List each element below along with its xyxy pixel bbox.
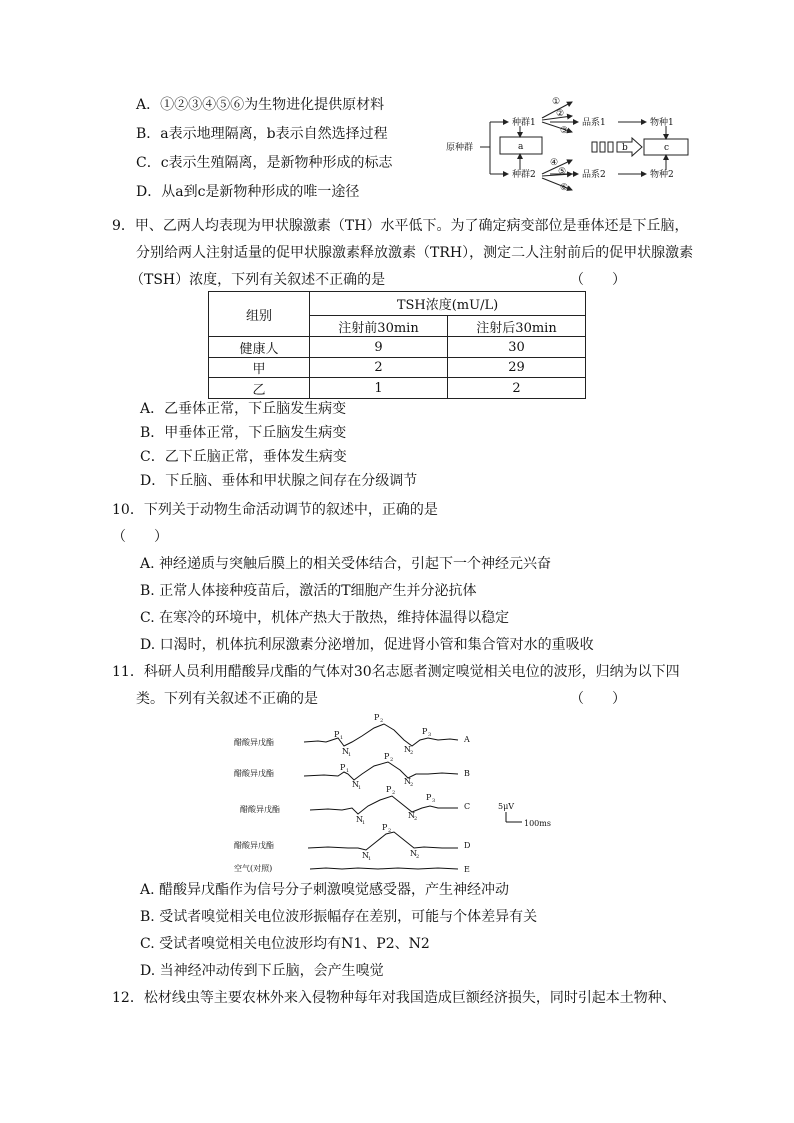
row-after: 2 xyxy=(448,378,586,399)
header-before: 注射前30min xyxy=(310,316,448,337)
table-row xyxy=(209,378,586,399)
trough-subscript: 2 xyxy=(416,854,420,860)
wave-a xyxy=(304,724,458,746)
trough-subscript: 1 xyxy=(358,785,362,791)
olfactory-potential-figure xyxy=(228,708,578,878)
row-label-b: B xyxy=(464,769,470,778)
trough-subscript: 2 xyxy=(414,816,418,822)
q9-stem-line-2: 分别给两人注射适量的促甲状腺激素释放激素（TRH），测定二人注射前后的促甲状腺激素 xyxy=(136,245,694,261)
label-box-a: a xyxy=(518,142,524,152)
stimulus-label-d: 醋酸异戊酯 xyxy=(234,841,274,850)
label-num-6: ⑥ xyxy=(560,183,569,193)
peak-subscript: 1 xyxy=(346,768,350,774)
label-pop2: 种群2 xyxy=(512,170,536,180)
label-num-4: ④ xyxy=(550,158,559,168)
q8-option-d: D．从a到c是新物种形成的唯一途径 xyxy=(136,184,360,200)
trough-label-n: N xyxy=(410,849,417,858)
row-after: 30 xyxy=(448,337,586,358)
q9-option-c: C．乙下丘脑正常，垂体发生病变 xyxy=(140,449,347,465)
q11-option-b: B. 受试者嗅觉相关电位波形振幅存在差别，可能与个体差异有关 xyxy=(140,909,538,925)
label-pop1: 种群1 xyxy=(512,118,536,128)
q10-stem: 10．下列关于动物生命活动调节的叙述中，正确的是 xyxy=(112,502,438,518)
peak-subscript: 2 xyxy=(380,718,384,724)
q8-option-c: C．c表示生殖隔离，是新物种形成的标志 xyxy=(136,155,393,171)
trough-label-n: N xyxy=(404,777,411,786)
wave-c xyxy=(310,796,458,814)
q10-option-d: D. 口渴时，机体抗利尿激素分泌增加，促进肾小管和集合管对水的重吸收 xyxy=(140,637,594,653)
q11-stem-line-2: 类。下列有关叙述不正确的是 xyxy=(136,691,318,707)
q9-option-b: B．甲垂体正常，下丘脑发生病变 xyxy=(140,425,347,441)
q11-option-c: C. 受试者嗅觉相关电位波形均有N1、P2、N2 xyxy=(140,936,430,952)
q9-option-a: A．乙垂体正常，下丘脑发生病变 xyxy=(140,401,347,417)
peak-subscript: 1 xyxy=(340,735,344,741)
peak-subscript: 2 xyxy=(390,757,394,763)
label-species2: 物种2 xyxy=(650,170,674,180)
peak-subscript: 3 xyxy=(432,798,436,804)
label-species1: 物种1 xyxy=(650,118,674,128)
label-strain1: 品系1 xyxy=(582,118,606,128)
trough-label-n: N xyxy=(342,747,349,756)
peak-label-p: P xyxy=(374,713,380,722)
header-after: 注射后30min xyxy=(448,316,586,337)
wave-e xyxy=(310,868,458,869)
header-tsh: TSH浓度(mU/L) xyxy=(310,292,586,316)
table-row xyxy=(209,358,586,378)
label-strain2: 品系2 xyxy=(582,170,606,180)
q10-option-a: A. 神经递质与突触后膜上的相关受体结合，引起下一个神经元兴奋 xyxy=(140,556,552,572)
label-box-b: b xyxy=(622,143,628,153)
peak-label-p: P xyxy=(334,730,340,739)
wave-b xyxy=(304,762,458,780)
peak-label-p: P xyxy=(386,785,392,794)
trough-subscript: 1 xyxy=(368,856,372,862)
row-label-a: A xyxy=(464,735,470,744)
control-label: 空气(对照) xyxy=(234,864,273,873)
q9-stem-line-3: （TSH）浓度，下列有关叙述不正确的是 xyxy=(130,272,386,288)
q11-option-a: A. 醋酸异戊酯作为信号分子刺激嗅觉感受器，产生神经冲动 xyxy=(140,882,510,898)
q9-answer-paren: （ ） xyxy=(570,272,626,288)
trough-label-n: N xyxy=(362,851,369,860)
row-label-d: D xyxy=(464,841,471,850)
tsh-table xyxy=(208,291,586,399)
peak-label-p: P xyxy=(384,752,390,761)
peak-subscript: 3 xyxy=(428,732,432,738)
row-before: 9 xyxy=(310,337,448,358)
scale-time: 100ms xyxy=(524,819,551,828)
label-num-1: ① xyxy=(552,97,561,107)
trough-subscript: 2 xyxy=(410,782,414,788)
row-label-c: C xyxy=(464,802,471,811)
q8-option-a: A．①②③④⑤⑥为生物进化提供原材料 xyxy=(136,97,385,113)
row-after: 29 xyxy=(448,358,586,378)
row-name: 甲 xyxy=(209,358,310,378)
stimulus-label-b: 醋酸异戊酯 xyxy=(234,769,274,778)
peak-subscript: 2 xyxy=(388,828,392,834)
q10-option-b: B. 正常人体接种疫苗后，激活的T细胞产生并分泌抗体 xyxy=(140,583,477,599)
row-label-e: E xyxy=(464,865,470,874)
q9-stem-line-1: 9．甲、乙两人均表现为甲状腺激素（TH）水平低下。为了确定病变部位是垂体还是下丘脑， xyxy=(112,218,689,234)
stimulus-label-c: 醋酸异戊酯 xyxy=(240,805,280,814)
stimulus-label-a: 醋酸异戊酯 xyxy=(234,738,274,747)
trough-label-n: N xyxy=(404,745,411,754)
q8-option-b: B．a表示地理隔离，b表示自然选择过程 xyxy=(136,126,388,142)
row-name: 健康人 xyxy=(209,337,310,358)
q11-stem-line-1: 11．科研人员利用醋酸异戊酯的气体对30名志愿者测定嗅觉相关电位的波形，归纳为以下四 xyxy=(112,664,680,680)
label-num-2: ② xyxy=(556,109,565,119)
trough-label-n: N xyxy=(408,811,415,820)
q10-option-c: C. 在寒冷的环境中，机体产热大于散热，维持体温得以稳定 xyxy=(140,610,510,626)
speciation-diagram xyxy=(446,94,698,196)
q11-answer-paren: （ ） xyxy=(570,691,626,707)
peak-subscript: 2 xyxy=(392,790,396,796)
trough-label-n: N xyxy=(356,815,363,824)
table-row xyxy=(209,337,586,358)
q12-stem: 12．松材线虫等主要农林外来入侵物种每年对我国造成巨额经济损失，同时引起本土物种、 xyxy=(112,990,676,1006)
peak-label-p: P xyxy=(422,727,428,736)
q11-option-d: D. 当神经冲动传到下丘脑，会产生嗅觉 xyxy=(140,963,384,979)
peak-label-p: P xyxy=(340,763,346,772)
row-before: 2 xyxy=(310,358,448,378)
peak-label-p: P xyxy=(382,823,388,832)
label-num-3: ③ xyxy=(560,126,569,136)
label-num-5: ⑤ xyxy=(558,167,567,177)
peak-label-p: P xyxy=(426,793,432,802)
q10-answer-paren: （ ） xyxy=(112,529,168,545)
wave-d xyxy=(308,832,458,850)
trough-label-n: N xyxy=(352,780,359,789)
q9-option-d: D．下丘脑、垂体和甲状腺之间存在分级调节 xyxy=(140,473,418,489)
header-group: 组别 xyxy=(209,292,310,337)
trough-subscript: 1 xyxy=(348,752,352,758)
row-name: 乙 xyxy=(209,378,310,399)
trough-subscript: 1 xyxy=(362,820,366,826)
trough-subscript: 2 xyxy=(410,750,414,756)
label-origin: 原种群 xyxy=(446,143,474,153)
row-before: 1 xyxy=(310,378,448,399)
scale-voltage: 5μV xyxy=(498,802,515,811)
label-box-c: c xyxy=(664,143,670,153)
